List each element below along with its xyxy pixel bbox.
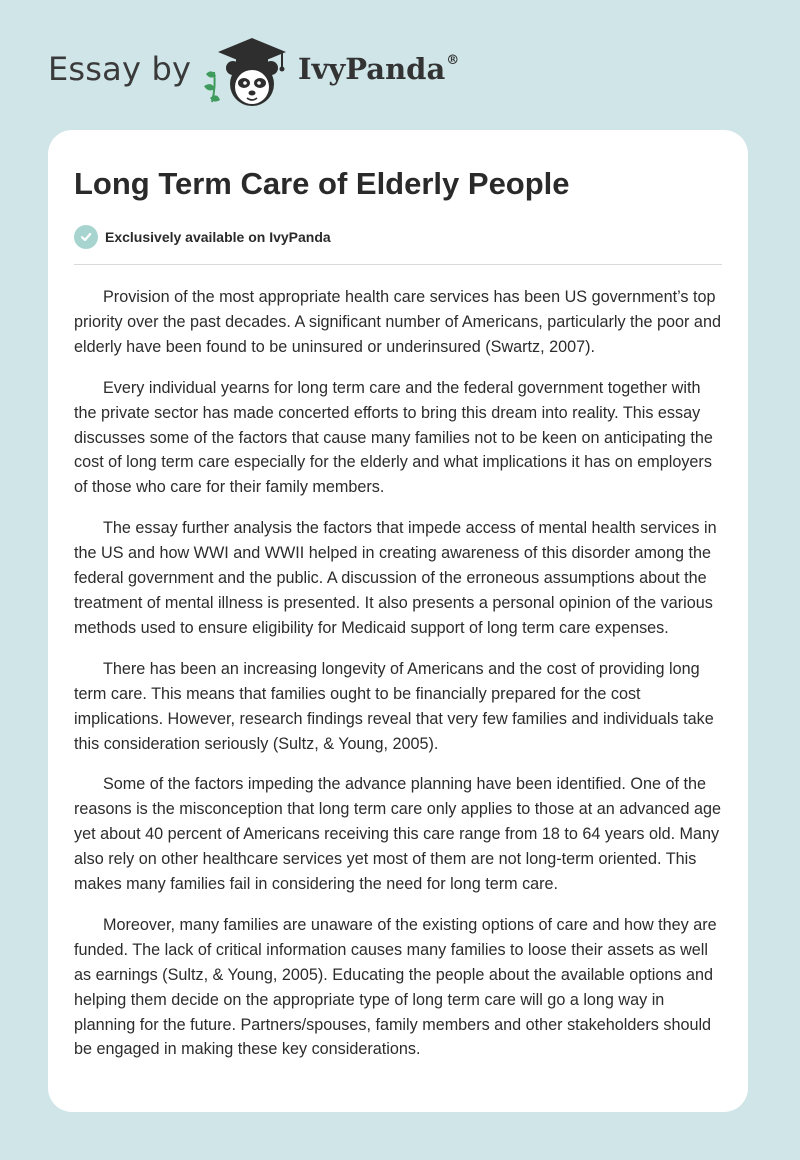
divider (74, 264, 722, 265)
check-icon (74, 225, 98, 249)
page-title: Long Term Care of Elderly People (74, 166, 570, 201)
panda-graduate-icon (200, 34, 296, 110)
paragraph: Every individual yearns for long term care and the federal government together with the private sector has made concerted efforts to bring this dream into reality. This essay discusses some of the factors that cause many families not to be keen on anticipating the cost of long term care especially for the elderly and what implications it has on employers of those who care for their family members. (74, 378, 713, 497)
badge-label: Exclusively available on IvyPanda (105, 229, 331, 245)
essay-card (48, 130, 748, 1112)
paragraph: Moreover, many families are unaware of the existing options of care and how they are funded. The lack of critical information causes many families to loose their assets as well as earnings (Sultz, & Young, 2005). Educating the people about the available options and helping them decide on the appropriate type of long term care will go a long way in planning for the future. Partners/spouses, family members and other stakeholders should be engaged in making these key considerations. (74, 915, 717, 1059)
paragraph: There has been an increasing longevity of Americans and the cost of providing long term care. This means that families ought to be financially prepared for the cost implications. However, research findings reveal that very few families and individuals take this consideration seriously (Sultz, & Young, 2005). (74, 659, 714, 753)
paragraph: Provision of the most appropriate health care services has been US government’s top priority over the past decades. A significant number of Americans, particularly the poor and elderly have been found to be uninsured or underinsured (Swartz, 2007). (74, 288, 721, 356)
brand-name: IvyPanda® (298, 52, 460, 86)
paragraph: The essay further analysis the factors that impede access of mental health services in the US and how WWI and WWII helped in creating awareness of this disorder among the federal government and the public. A discussion of the erroneous assumptions about the treatment of mental illness is presented. It also presents a personal opinion of the various methods used to ensure eligibility for Medicaid support of long term care expenses. (74, 519, 717, 637)
essay-by-label: Essay by (48, 50, 192, 88)
essay-body (74, 285, 722, 1062)
paragraph: Some of the factors impeding the advance planning have been identified. One of the reasons is the misconception that long term care only applies to those at an advanced age yet about 40 percent of Americans receiving this care range from 18 to 64 years old. Many also rely on other healthcare services yet most of them are not long-term oriented. This makes many families fail in considering the need for long term care. (74, 775, 721, 894)
exclusive-badge (74, 224, 722, 250)
brand-header (48, 34, 488, 114)
